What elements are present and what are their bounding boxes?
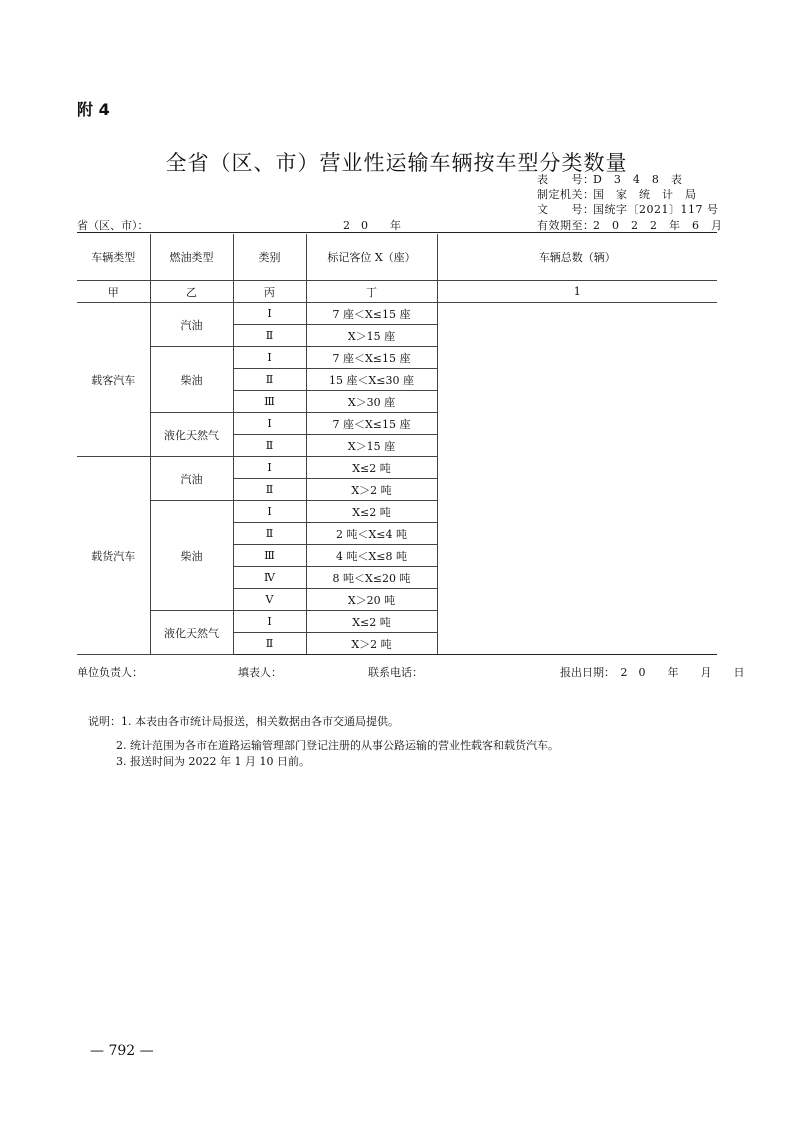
category-cell: Ⅳ bbox=[233, 567, 306, 589]
year-label: 2 0 年 bbox=[343, 219, 401, 232]
index-cell: 甲 bbox=[77, 281, 150, 303]
header-category: 类别 bbox=[233, 234, 306, 281]
category-cell: Ⅱ bbox=[233, 435, 306, 457]
table-row bbox=[77, 347, 717, 369]
fuel-type-cell: 柴油 bbox=[150, 501, 233, 611]
table-top-rule bbox=[77, 232, 717, 233]
page-number: — 792 — bbox=[90, 1043, 154, 1059]
province-label: 省（区、市）： bbox=[77, 219, 149, 232]
capacity-cell: X≤2 吨 bbox=[306, 611, 437, 633]
vehicle-total-cell[interactable] bbox=[437, 347, 717, 369]
vehicle-total-cell[interactable] bbox=[437, 479, 717, 501]
capacity-cell: 4 吨＜X≤8 吨 bbox=[306, 545, 437, 567]
vehicle-total-cell[interactable] bbox=[437, 413, 717, 435]
header-vehicle-type: 车辆类型 bbox=[77, 234, 150, 281]
category-cell: Ⅰ bbox=[233, 303, 306, 325]
capacity-cell: X≤2 吨 bbox=[306, 457, 437, 479]
capacity-cell: X＞2 吨 bbox=[306, 479, 437, 501]
valid-until bbox=[537, 217, 723, 233]
table-row bbox=[77, 457, 717, 479]
category-cell: Ⅰ bbox=[233, 347, 306, 369]
vehicle-total-cell[interactable] bbox=[437, 567, 717, 589]
vehicle-total-cell[interactable] bbox=[437, 303, 717, 325]
issuing-authority-label: 制定机关： bbox=[537, 188, 595, 201]
index-cell: 乙 bbox=[150, 281, 233, 303]
category-cell: Ⅱ bbox=[233, 325, 306, 347]
index-cell: 1 bbox=[437, 281, 717, 303]
vehicle-total-cell[interactable] bbox=[437, 369, 717, 391]
capacity-cell: 7 座＜X≤15 座 bbox=[306, 303, 437, 325]
capacity-cell: 7 座＜X≤15 座 bbox=[306, 413, 437, 435]
category-cell: Ⅰ bbox=[233, 501, 306, 523]
table-row bbox=[77, 611, 717, 633]
valid-until-label: 有效期至： bbox=[537, 219, 595, 232]
category-cell: Ⅲ bbox=[233, 391, 306, 413]
fuel-type-cell: 液化天然气 bbox=[150, 611, 233, 655]
table-body bbox=[77, 234, 717, 655]
note-1: 说明：1. 本表由各市统计局报送，相关数据由各市交通局提供。 bbox=[88, 715, 399, 728]
vehicle-total-cell[interactable] bbox=[437, 325, 717, 347]
index-row bbox=[77, 281, 717, 303]
fuel-type-cell: 汽油 bbox=[150, 457, 233, 501]
category-cell: Ⅱ bbox=[233, 479, 306, 501]
filler-label: 填表人： bbox=[238, 666, 282, 679]
phone-label: 联系电话： bbox=[368, 666, 423, 679]
category-cell: Ⅰ bbox=[233, 457, 306, 479]
table-row bbox=[77, 501, 717, 523]
header-fuel-type: 燃油类型 bbox=[150, 234, 233, 281]
table-row bbox=[77, 303, 717, 325]
capacity-cell: X＞20 吨 bbox=[306, 589, 437, 611]
category-cell: Ⅱ bbox=[233, 523, 306, 545]
category-cell: Ⅲ bbox=[233, 545, 306, 567]
category-cell: Ⅴ bbox=[233, 589, 306, 611]
category-cell: Ⅰ bbox=[233, 611, 306, 633]
vehicle-total-cell[interactable] bbox=[437, 633, 717, 655]
category-cell: Ⅰ bbox=[233, 413, 306, 435]
document-number-label: 文 号： bbox=[537, 203, 595, 216]
vehicle-type-cell: 载货汽车 bbox=[77, 457, 150, 655]
document-number-value: 国统字〔2021〕117 号 bbox=[593, 203, 719, 216]
page-title: 全省（区、市）营业性运输车辆按车型分类数量 bbox=[165, 151, 628, 175]
index-cell: 丙 bbox=[233, 281, 306, 303]
fuel-type-cell: 液化天然气 bbox=[150, 413, 233, 457]
capacity-cell: 7 座＜X≤15 座 bbox=[306, 347, 437, 369]
vehicle-total-cell[interactable] bbox=[437, 435, 717, 457]
vehicle-type-cell: 载客汽车 bbox=[77, 303, 150, 457]
capacity-cell: X＞30 座 bbox=[306, 391, 437, 413]
category-cell: Ⅱ bbox=[233, 633, 306, 655]
vehicle-total-cell[interactable] bbox=[437, 457, 717, 479]
vehicle-total-cell[interactable] bbox=[437, 501, 717, 523]
capacity-cell: 8 吨＜X≤20 吨 bbox=[306, 567, 437, 589]
issuing-authority-value: 国 家 统 计 局 bbox=[593, 188, 697, 201]
index-cell: 丁 bbox=[306, 281, 437, 303]
capacity-cell: 15 座＜X≤30 座 bbox=[306, 369, 437, 391]
document-number bbox=[537, 201, 717, 217]
vehicle-total-cell[interactable] bbox=[437, 611, 717, 633]
capacity-cell: X＞15 座 bbox=[306, 435, 437, 457]
category-cell: Ⅱ bbox=[233, 369, 306, 391]
valid-until-value: 2 0 2 2 年 6 月 bbox=[593, 219, 723, 232]
unit-responsible-label: 单位负责人： bbox=[77, 666, 143, 679]
note-2: 2. 统计范围为各市在道路运输管理部门登记注册的从事公路运输的营业性载客和载货汽车。 bbox=[116, 739, 559, 752]
fuel-type-cell: 柴油 bbox=[150, 347, 233, 413]
note-3: 3. 报送时间为 2022 年 1 月 10 日前。 bbox=[116, 755, 310, 768]
table-number-value: D 3 4 8 表 bbox=[593, 173, 683, 186]
vehicle-total-cell[interactable] bbox=[437, 545, 717, 567]
vehicle-total-cell[interactable] bbox=[437, 523, 717, 545]
header-capacity: 标记客位 X（座） bbox=[306, 234, 437, 281]
fuel-type-cell: 汽油 bbox=[150, 303, 233, 347]
capacity-cell: 2 吨＜X≤4 吨 bbox=[306, 523, 437, 545]
capacity-cell: X＞15 座 bbox=[306, 325, 437, 347]
capacity-cell: X≤2 吨 bbox=[306, 501, 437, 523]
appendix-label: 附 4 bbox=[77, 100, 110, 119]
vehicle-classification-table bbox=[77, 234, 717, 655]
vehicle-total-cell[interactable] bbox=[437, 391, 717, 413]
table-row bbox=[77, 413, 717, 435]
table-number bbox=[537, 171, 717, 187]
vehicle-total-cell[interactable] bbox=[437, 589, 717, 611]
header-row bbox=[77, 234, 717, 281]
capacity-cell: X＞2 吨 bbox=[306, 633, 437, 655]
issuing-authority bbox=[537, 186, 717, 202]
header-vehicle-total: 车辆总数（辆） bbox=[437, 234, 717, 281]
table-number-label: 表 号： bbox=[537, 173, 595, 186]
report-date-label: 报出日期： 2 0 年 月 日 bbox=[560, 666, 745, 679]
